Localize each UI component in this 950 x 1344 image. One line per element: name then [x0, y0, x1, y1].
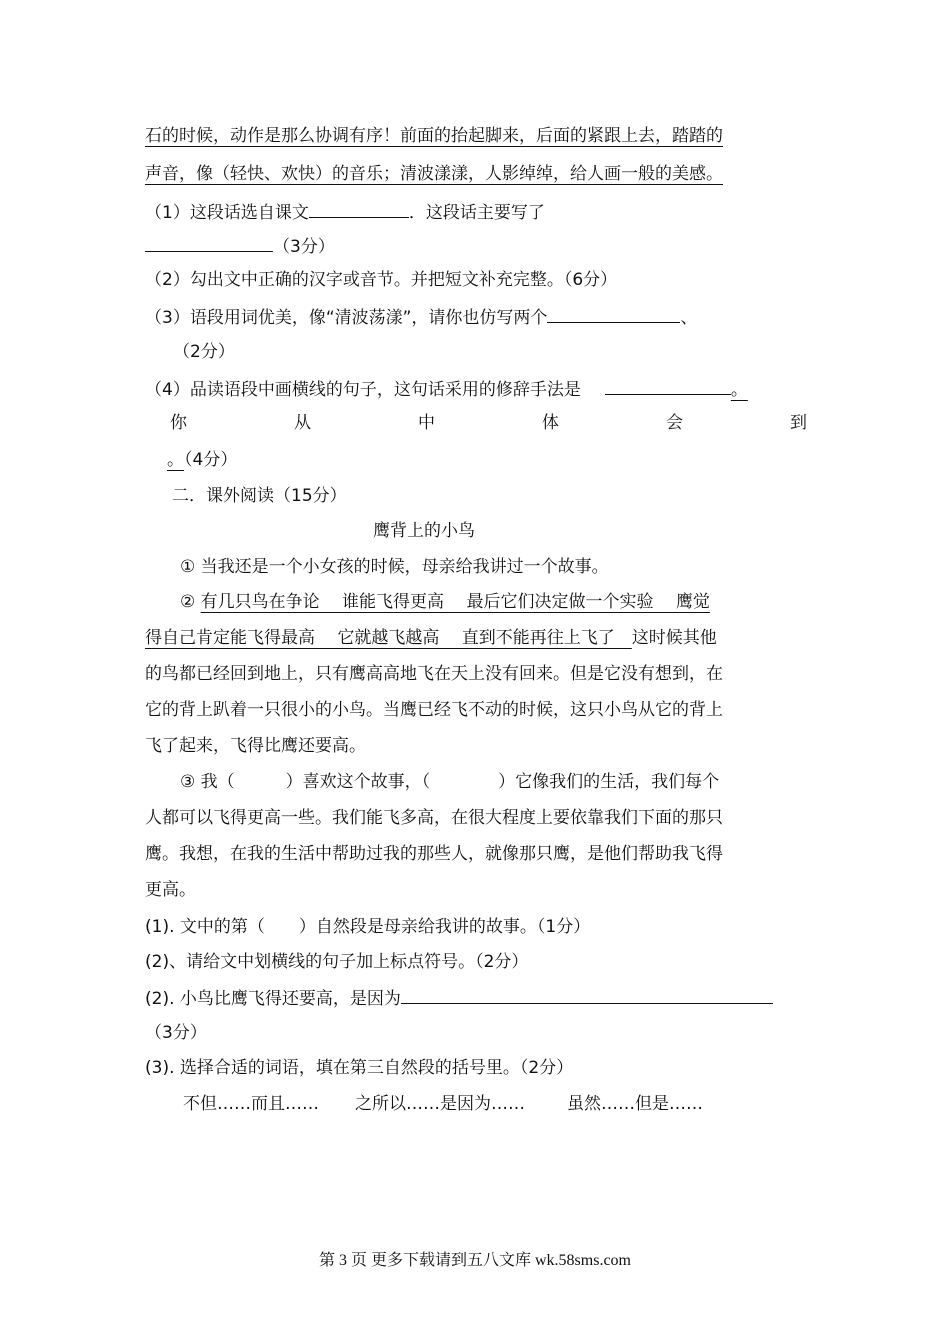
story-paragraph-3-line-4: 更高。 — [145, 880, 196, 900]
question-c-score: （3分） — [145, 1023, 207, 1043]
answer-blank-rhetoric[interactable] — [605, 376, 731, 395]
question-4 — [145, 376, 748, 402]
story-paragraph-2-line-1 — [180, 590, 710, 614]
underlined-sentence-part-2: 得自己肯定能飞得最高 它就越飞越高 直到不能再往上飞了 — [145, 628, 632, 648]
question-c-text: (2). 小鸟比鹰飞得还要高，是因为 — [145, 989, 401, 1009]
spread-char: 会 — [666, 413, 683, 433]
story-paragraph-3-line-3: 鹰。我想，在我的生活中帮助过我的那些人，就像那只鹰，是他们帮助我飞得 — [145, 844, 723, 864]
question-4-score: （4分） — [184, 450, 238, 470]
question-b: (2)、请给文中划横线的句子加上标点符号。（2分） — [145, 952, 529, 972]
paragraph-2-number: ② — [180, 592, 201, 612]
underlined-sentence-part-1: 有几只鸟在争论 谁能飞得更高 最后它们决定做一个实验 鹰觉 — [200, 592, 710, 612]
spread-char: 到 — [790, 413, 807, 433]
question-4-spread-line — [170, 411, 807, 435]
word-option: 虽然……但是…… — [567, 1094, 703, 1114]
question-3-text: （3）语段用词优美，像“清波荡漾”，请你也仿写两个 — [145, 308, 548, 328]
answer-blank-imitate[interactable] — [547, 304, 680, 323]
spread-char: 你 — [170, 413, 187, 433]
story-paragraph-1: ① 当我还是一个小女孩的时候，母亲给我讲过一个故事。 — [180, 557, 609, 577]
word-options — [183, 1092, 703, 1116]
question-1-text-b: ．这段话主要写了 — [408, 203, 545, 223]
question-4-tail: 。 — [730, 380, 748, 400]
question-3-tail: 、 — [680, 308, 698, 328]
passage-line-2: 声音，像（轻快、欢快）的音乐；清波漾漾，人影绰绰，给人画一般的美感。 — [145, 164, 723, 184]
spread-char: 从 — [294, 413, 311, 433]
question-1 — [145, 199, 545, 225]
word-option: 之所以……是因为…… — [355, 1094, 525, 1114]
story-paragraph-3-line-2: 人都可以飞得更高一些。我们能飞多高，在很大程度上要依靠我们下面的那只 — [145, 808, 723, 828]
story-title: 鹰背上的小鸟 — [373, 521, 475, 541]
answer-blank-content[interactable] — [145, 233, 273, 252]
story-paragraph-3-line-1: ③ 我（ ）喜欢这个故事，（ ）它像我们的生活，我们每个 — [180, 772, 720, 792]
question-1-line-2 — [145, 233, 335, 259]
paragraph-2-rest: 这时候其他 — [631, 628, 717, 648]
question-4-end: 。 — [167, 450, 184, 470]
story-paragraph-2-line-5: 飞了起来，飞得比鹰还要高。 — [145, 736, 366, 756]
section-2-heading: 二．课外阅读（15分） — [172, 486, 347, 506]
question-d: (3). 选择合适的词语，填在第三自然段的括号里。（2分） — [145, 1058, 574, 1078]
answer-blank-lesson[interactable] — [309, 199, 409, 218]
question-1-text-a: （1）这段话选自课文 — [145, 203, 309, 223]
spread-char: 体 — [542, 413, 559, 433]
story-paragraph-2-line-3: 的鸟都已经回到地上，只有鹰高高地飞在天上没有回来。但是它没有想到，在 — [145, 664, 723, 684]
question-3 — [145, 304, 697, 330]
question-3-score: （2分） — [173, 342, 235, 362]
question-4-text: （4）品读语段中画横线的句子，这句话采用的修辞手法是 — [145, 380, 581, 400]
word-option: 不但……而且…… — [183, 1094, 319, 1114]
question-c — [145, 985, 773, 1011]
story-paragraph-2-line-2 — [145, 626, 717, 650]
question-a: (1). 文中的第（ ）自然段是母亲给我讲的故事。（1分） — [145, 917, 591, 937]
answer-blank-reason[interactable] — [401, 985, 773, 1004]
question-4-line-3 — [167, 448, 237, 472]
question-2: （2）勾出文中正确的汉字或音节。并把短文补充完整。（6分） — [145, 270, 618, 290]
spread-char: 中 — [418, 413, 435, 433]
page-footer: 第 3 页 更多下载请到五八文库 wk.58sms.com — [318, 1252, 631, 1269]
question-1-score: （3分） — [273, 237, 335, 257]
story-paragraph-2-line-4: 它的背上趴着一只很小的小鸟。当鹰已经飞不动的时候，这只小鸟从它的背上 — [145, 700, 723, 720]
passage-line-1: 石的时候，动作是那么协调有序！前面的抬起脚来，后面的紧跟上去，踏踏的 — [145, 126, 723, 146]
